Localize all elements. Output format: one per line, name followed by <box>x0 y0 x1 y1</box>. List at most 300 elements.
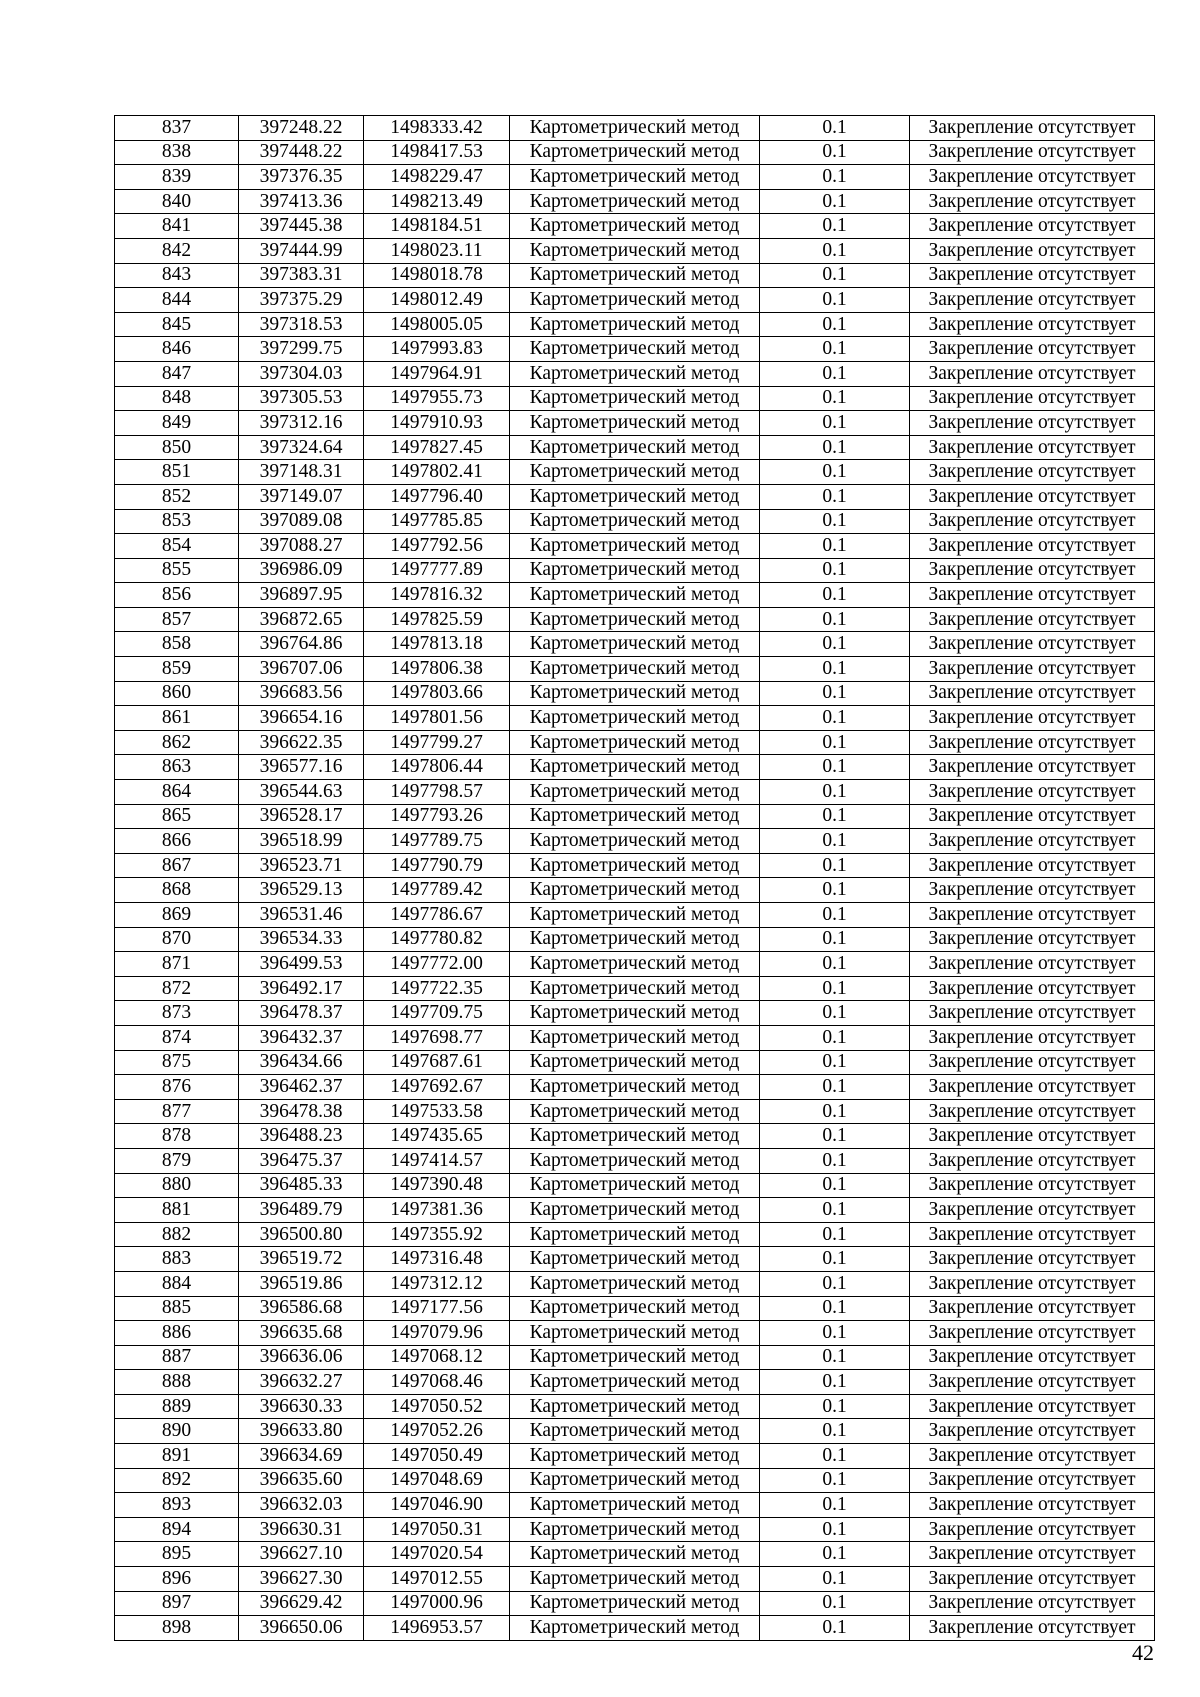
y-coordinate-cell: 1497698.77 <box>364 1025 510 1050</box>
x-coordinate-cell: 397304.03 <box>239 361 364 386</box>
table-row <box>115 1591 1155 1616</box>
fixing-cell: Закрепление отсутствует <box>910 288 1155 313</box>
table-row <box>115 1148 1155 1173</box>
method-cell: Картометрический метод <box>510 976 760 1001</box>
fixing-cell: Закрепление отсутствует <box>910 1419 1155 1444</box>
table-row <box>115 1394 1155 1419</box>
x-coordinate-cell: 396518.99 <box>239 829 364 854</box>
fixing-cell: Закрепление отсутствует <box>910 238 1155 263</box>
fixing-cell: Закрепление отсутствует <box>910 878 1155 903</box>
point-number-cell: 837 <box>115 116 239 141</box>
accuracy-cell: 0.1 <box>760 1517 910 1542</box>
table-row <box>115 878 1155 903</box>
x-coordinate-cell: 396650.06 <box>239 1616 364 1641</box>
point-number-cell: 860 <box>115 681 239 706</box>
x-coordinate-cell: 396654.16 <box>239 706 364 731</box>
y-coordinate-cell: 1497803.66 <box>364 681 510 706</box>
method-cell: Картометрический метод <box>510 460 760 485</box>
point-number-cell: 844 <box>115 288 239 313</box>
method-cell: Картометрический метод <box>510 927 760 952</box>
fixing-cell: Закрепление отсутствует <box>910 927 1155 952</box>
fixing-cell: Закрепление отсутствует <box>910 534 1155 559</box>
y-coordinate-cell: 1497020.54 <box>364 1542 510 1567</box>
x-coordinate-cell: 396707.06 <box>239 657 364 682</box>
point-number-cell: 839 <box>115 165 239 190</box>
method-cell: Картометрический метод <box>510 1370 760 1395</box>
y-coordinate-cell: 1497000.96 <box>364 1591 510 1616</box>
x-coordinate-cell: 397448.22 <box>239 140 364 165</box>
x-coordinate-cell: 396478.37 <box>239 1001 364 1026</box>
fixing-cell: Закрепление отсутствует <box>910 263 1155 288</box>
y-coordinate-cell: 1497068.12 <box>364 1345 510 1370</box>
table-row <box>115 165 1155 190</box>
method-cell: Картометрический метод <box>510 1419 760 1444</box>
y-coordinate-cell: 1497381.36 <box>364 1198 510 1223</box>
y-coordinate-cell: 1497806.38 <box>364 657 510 682</box>
y-coordinate-cell: 1497964.91 <box>364 361 510 386</box>
fixing-cell: Закрепление отсутствует <box>910 1394 1155 1419</box>
point-number-cell: 898 <box>115 1616 239 1641</box>
fixing-cell: Закрепление отсутствует <box>910 1222 1155 1247</box>
x-coordinate-cell: 396622.35 <box>239 730 364 755</box>
point-number-cell: 847 <box>115 361 239 386</box>
fixing-cell: Закрепление отсутствует <box>910 1444 1155 1469</box>
table-row <box>115 1517 1155 1542</box>
x-coordinate-cell: 396531.46 <box>239 903 364 928</box>
accuracy-cell: 0.1 <box>760 706 910 731</box>
accuracy-cell: 0.1 <box>760 1247 910 1272</box>
y-coordinate-cell: 1498005.05 <box>364 312 510 337</box>
x-coordinate-cell: 397445.38 <box>239 214 364 239</box>
y-coordinate-cell: 1497799.27 <box>364 730 510 755</box>
y-coordinate-cell: 1497806.44 <box>364 755 510 780</box>
fixing-cell: Закрепление отсутствует <box>910 435 1155 460</box>
table-row <box>115 976 1155 1001</box>
coordinates-table-body <box>115 116 1155 1641</box>
fixing-cell: Закрепление отсутствует <box>910 730 1155 755</box>
point-number-cell: 878 <box>115 1124 239 1149</box>
x-coordinate-cell: 396897.95 <box>239 583 364 608</box>
table-row <box>115 337 1155 362</box>
method-cell: Картометрический метод <box>510 878 760 903</box>
table-row <box>115 927 1155 952</box>
table-row <box>115 952 1155 977</box>
table-row <box>115 681 1155 706</box>
accuracy-cell: 0.1 <box>760 361 910 386</box>
table-row <box>115 1542 1155 1567</box>
accuracy-cell: 0.1 <box>760 140 910 165</box>
table-row <box>115 288 1155 313</box>
x-coordinate-cell: 396633.80 <box>239 1419 364 1444</box>
y-coordinate-cell: 1497780.82 <box>364 927 510 952</box>
x-coordinate-cell: 396519.86 <box>239 1271 364 1296</box>
accuracy-cell: 0.1 <box>760 165 910 190</box>
accuracy-cell: 0.1 <box>760 312 910 337</box>
table-row <box>115 1296 1155 1321</box>
y-coordinate-cell: 1497046.90 <box>364 1493 510 1518</box>
point-number-cell: 895 <box>115 1542 239 1567</box>
method-cell: Картометрический метод <box>510 706 760 731</box>
y-coordinate-cell: 1497052.26 <box>364 1419 510 1444</box>
x-coordinate-cell: 396529.13 <box>239 878 364 903</box>
table-row <box>115 607 1155 632</box>
y-coordinate-cell: 1497312.12 <box>364 1271 510 1296</box>
fixing-cell: Закрепление отсутствует <box>910 484 1155 509</box>
table-row <box>115 1025 1155 1050</box>
accuracy-cell: 0.1 <box>760 1394 910 1419</box>
point-number-cell: 890 <box>115 1419 239 1444</box>
point-number-cell: 867 <box>115 853 239 878</box>
y-coordinate-cell: 1497687.61 <box>364 1050 510 1075</box>
fixing-cell: Закрепление отсутствует <box>910 312 1155 337</box>
method-cell: Картометрический метод <box>510 1173 760 1198</box>
table-row <box>115 386 1155 411</box>
point-number-cell: 892 <box>115 1468 239 1493</box>
y-coordinate-cell: 1497316.48 <box>364 1247 510 1272</box>
accuracy-cell: 0.1 <box>760 1591 910 1616</box>
point-number-cell: 886 <box>115 1321 239 1346</box>
y-coordinate-cell: 1497435.65 <box>364 1124 510 1149</box>
method-cell: Картометрический метод <box>510 853 760 878</box>
y-coordinate-cell: 1497722.35 <box>364 976 510 1001</box>
table-row <box>115 1247 1155 1272</box>
method-cell: Картометрический метод <box>510 263 760 288</box>
fixing-cell: Закрепление отсутствует <box>910 411 1155 436</box>
method-cell: Картометрический метод <box>510 484 760 509</box>
y-coordinate-cell: 1497050.49 <box>364 1444 510 1469</box>
accuracy-cell: 0.1 <box>760 681 910 706</box>
method-cell: Картометрический метод <box>510 829 760 854</box>
fixing-cell: Закрепление отсутствует <box>910 1148 1155 1173</box>
method-cell: Картометрический метод <box>510 1345 760 1370</box>
fixing-cell: Закрепление отсутствует <box>910 1468 1155 1493</box>
y-coordinate-cell: 1497801.56 <box>364 706 510 731</box>
fixing-cell: Закрепление отсутствует <box>910 1616 1155 1641</box>
table-row <box>115 632 1155 657</box>
method-cell: Картометрический метод <box>510 509 760 534</box>
x-coordinate-cell: 396764.86 <box>239 632 364 657</box>
method-cell: Картометрический метод <box>510 730 760 755</box>
method-cell: Картометрический метод <box>510 288 760 313</box>
point-number-cell: 861 <box>115 706 239 731</box>
x-coordinate-cell: 396635.60 <box>239 1468 364 1493</box>
point-number-cell: 856 <box>115 583 239 608</box>
fixing-cell: Закрепление отсутствует <box>910 1517 1155 1542</box>
accuracy-cell: 0.1 <box>760 534 910 559</box>
y-coordinate-cell: 1498018.78 <box>364 263 510 288</box>
point-number-cell: 863 <box>115 755 239 780</box>
point-number-cell: 872 <box>115 976 239 1001</box>
table-row <box>115 706 1155 731</box>
table-row <box>115 214 1155 239</box>
method-cell: Картометрический метод <box>510 1321 760 1346</box>
x-coordinate-cell: 396632.27 <box>239 1370 364 1395</box>
point-number-cell: 854 <box>115 534 239 559</box>
y-coordinate-cell: 1497802.41 <box>364 460 510 485</box>
method-cell: Картометрический метод <box>510 1542 760 1567</box>
x-coordinate-cell: 396635.68 <box>239 1321 364 1346</box>
accuracy-cell: 0.1 <box>760 484 910 509</box>
table-row <box>115 829 1155 854</box>
fixing-cell: Закрепление отсутствует <box>910 829 1155 854</box>
table-row <box>115 657 1155 682</box>
point-number-cell: 883 <box>115 1247 239 1272</box>
accuracy-cell: 0.1 <box>760 657 910 682</box>
y-coordinate-cell: 1497793.26 <box>364 804 510 829</box>
accuracy-cell: 0.1 <box>760 263 910 288</box>
fixing-cell: Закрепление отсутствует <box>910 903 1155 928</box>
point-number-cell: 870 <box>115 927 239 952</box>
table-row <box>115 1468 1155 1493</box>
accuracy-cell: 0.1 <box>760 1468 910 1493</box>
x-coordinate-cell: 396489.79 <box>239 1198 364 1223</box>
accuracy-cell: 0.1 <box>760 1616 910 1641</box>
y-coordinate-cell: 1497789.42 <box>364 878 510 903</box>
method-cell: Картометрический метод <box>510 238 760 263</box>
x-coordinate-cell: 396432.37 <box>239 1025 364 1050</box>
accuracy-cell: 0.1 <box>760 730 910 755</box>
table-row <box>115 361 1155 386</box>
y-coordinate-cell: 1497177.56 <box>364 1296 510 1321</box>
table-row <box>115 312 1155 337</box>
method-cell: Картометрический метод <box>510 1591 760 1616</box>
method-cell: Картометрический метод <box>510 1444 760 1469</box>
x-coordinate-cell: 396627.30 <box>239 1567 364 1592</box>
point-number-cell: 840 <box>115 189 239 214</box>
accuracy-cell: 0.1 <box>760 1296 910 1321</box>
accuracy-cell: 0.1 <box>760 583 910 608</box>
point-number-cell: 887 <box>115 1345 239 1370</box>
table-row <box>115 1493 1155 1518</box>
accuracy-cell: 0.1 <box>760 1124 910 1149</box>
y-coordinate-cell: 1497792.56 <box>364 534 510 559</box>
y-coordinate-cell: 1497785.85 <box>364 509 510 534</box>
fixing-cell: Закрепление отсутствует <box>910 509 1155 534</box>
point-number-cell: 884 <box>115 1271 239 1296</box>
method-cell: Картометрический метод <box>510 411 760 436</box>
table-row <box>115 1370 1155 1395</box>
x-coordinate-cell: 397148.31 <box>239 460 364 485</box>
x-coordinate-cell: 396519.72 <box>239 1247 364 1272</box>
table-row <box>115 460 1155 485</box>
accuracy-cell: 0.1 <box>760 1050 910 1075</box>
x-coordinate-cell: 397413.36 <box>239 189 364 214</box>
x-coordinate-cell: 396534.33 <box>239 927 364 952</box>
method-cell: Картометрический метод <box>510 165 760 190</box>
fixing-cell: Закрепление отсутствует <box>910 976 1155 1001</box>
point-number-cell: 873 <box>115 1001 239 1026</box>
accuracy-cell: 0.1 <box>760 927 910 952</box>
point-number-cell: 851 <box>115 460 239 485</box>
fixing-cell: Закрепление отсутствует <box>910 755 1155 780</box>
y-coordinate-cell: 1498184.51 <box>364 214 510 239</box>
x-coordinate-cell: 397305.53 <box>239 386 364 411</box>
x-coordinate-cell: 397383.31 <box>239 263 364 288</box>
fixing-cell: Закрепление отсутствует <box>910 1099 1155 1124</box>
fixing-cell: Закрепление отсутствует <box>910 1198 1155 1223</box>
point-number-cell: 858 <box>115 632 239 657</box>
point-number-cell: 881 <box>115 1198 239 1223</box>
y-coordinate-cell: 1497050.31 <box>364 1517 510 1542</box>
method-cell: Картометрический метод <box>510 583 760 608</box>
y-coordinate-cell: 1497796.40 <box>364 484 510 509</box>
table-row <box>115 1321 1155 1346</box>
table-row <box>115 1198 1155 1223</box>
x-coordinate-cell: 397375.29 <box>239 288 364 313</box>
fixing-cell: Закрепление отсутствует <box>910 607 1155 632</box>
point-number-cell: 859 <box>115 657 239 682</box>
point-number-cell: 864 <box>115 780 239 805</box>
table-row <box>115 1419 1155 1444</box>
table-row <box>115 1173 1155 1198</box>
fixing-cell: Закрепление отсутствует <box>910 1493 1155 1518</box>
accuracy-cell: 0.1 <box>760 386 910 411</box>
accuracy-cell: 0.1 <box>760 878 910 903</box>
method-cell: Картометрический метод <box>510 1468 760 1493</box>
accuracy-cell: 0.1 <box>760 1173 910 1198</box>
y-coordinate-cell: 1497777.89 <box>364 558 510 583</box>
point-number-cell: 865 <box>115 804 239 829</box>
x-coordinate-cell: 396636.06 <box>239 1345 364 1370</box>
point-number-cell: 838 <box>115 140 239 165</box>
table-row <box>115 435 1155 460</box>
point-number-cell: 879 <box>115 1148 239 1173</box>
table-row <box>115 558 1155 583</box>
method-cell: Картометрический метод <box>510 607 760 632</box>
method-cell: Картометрический метод <box>510 1394 760 1419</box>
coordinates-table <box>114 115 1155 1641</box>
table-row <box>115 1050 1155 1075</box>
table-row <box>115 534 1155 559</box>
x-coordinate-cell: 396627.10 <box>239 1542 364 1567</box>
fixing-cell: Закрепление отсутствует <box>910 361 1155 386</box>
method-cell: Картометрический метод <box>510 804 760 829</box>
point-number-cell: 843 <box>115 263 239 288</box>
fixing-cell: Закрепление отсутствует <box>910 165 1155 190</box>
method-cell: Картометрический метод <box>510 632 760 657</box>
method-cell: Картометрический метод <box>510 1050 760 1075</box>
y-coordinate-cell: 1497012.55 <box>364 1567 510 1592</box>
fixing-cell: Закрепление отсутствует <box>910 780 1155 805</box>
method-cell: Картометрический метод <box>510 681 760 706</box>
x-coordinate-cell: 396629.42 <box>239 1591 364 1616</box>
fixing-cell: Закрепление отсутствует <box>910 1001 1155 1026</box>
accuracy-cell: 0.1 <box>760 1198 910 1223</box>
point-number-cell: 896 <box>115 1567 239 1592</box>
x-coordinate-cell: 396683.56 <box>239 681 364 706</box>
method-cell: Картометрический метод <box>510 755 760 780</box>
accuracy-cell: 0.1 <box>760 435 910 460</box>
method-cell: Картометрический метод <box>510 1124 760 1149</box>
fixing-cell: Закрепление отсутствует <box>910 952 1155 977</box>
x-coordinate-cell: 397299.75 <box>239 337 364 362</box>
method-cell: Картометрический метод <box>510 534 760 559</box>
y-coordinate-cell: 1497910.93 <box>364 411 510 436</box>
accuracy-cell: 0.1 <box>760 1271 910 1296</box>
method-cell: Картометрический метод <box>510 116 760 141</box>
y-coordinate-cell: 1497079.96 <box>364 1321 510 1346</box>
fixing-cell: Закрепление отсутствует <box>910 1345 1155 1370</box>
point-number-cell: 845 <box>115 312 239 337</box>
accuracy-cell: 0.1 <box>760 1001 910 1026</box>
point-number-cell: 871 <box>115 952 239 977</box>
fixing-cell: Закрепление отсутствует <box>910 214 1155 239</box>
fixing-cell: Закрепление отсутствует <box>910 681 1155 706</box>
fixing-cell: Закрепление отсутствует <box>910 116 1155 141</box>
table-row <box>115 583 1155 608</box>
fixing-cell: Закрепление отсутствует <box>910 1591 1155 1616</box>
y-coordinate-cell: 1496953.57 <box>364 1616 510 1641</box>
fixing-cell: Закрепление отсутствует <box>910 583 1155 608</box>
y-coordinate-cell: 1497993.83 <box>364 337 510 362</box>
table-row <box>115 804 1155 829</box>
method-cell: Картометрический метод <box>510 1001 760 1026</box>
x-coordinate-cell: 396586.68 <box>239 1296 364 1321</box>
point-number-cell: 888 <box>115 1370 239 1395</box>
y-coordinate-cell: 1497816.32 <box>364 583 510 608</box>
x-coordinate-cell: 396544.63 <box>239 780 364 805</box>
fixing-cell: Закрепление отсутствует <box>910 1247 1155 1272</box>
point-number-cell: 875 <box>115 1050 239 1075</box>
method-cell: Картометрический метод <box>510 140 760 165</box>
fixing-cell: Закрепление отсутствует <box>910 1296 1155 1321</box>
table-row <box>115 1124 1155 1149</box>
method-cell: Картометрический метод <box>510 189 760 214</box>
y-coordinate-cell: 1497414.57 <box>364 1148 510 1173</box>
accuracy-cell: 0.1 <box>760 853 910 878</box>
accuracy-cell: 0.1 <box>760 1542 910 1567</box>
y-coordinate-cell: 1497955.73 <box>364 386 510 411</box>
accuracy-cell: 0.1 <box>760 632 910 657</box>
table-row <box>115 780 1155 805</box>
x-coordinate-cell: 396523.71 <box>239 853 364 878</box>
x-coordinate-cell: 396434.66 <box>239 1050 364 1075</box>
method-cell: Картометрический метод <box>510 312 760 337</box>
point-number-cell: 893 <box>115 1493 239 1518</box>
fixing-cell: Закрепление отсутствует <box>910 386 1155 411</box>
y-coordinate-cell: 1497050.52 <box>364 1394 510 1419</box>
fixing-cell: Закрепление отсутствует <box>910 1370 1155 1395</box>
accuracy-cell: 0.1 <box>760 1493 910 1518</box>
fixing-cell: Закрепление отсутствует <box>910 657 1155 682</box>
x-coordinate-cell: 397318.53 <box>239 312 364 337</box>
point-number-cell: 889 <box>115 1394 239 1419</box>
accuracy-cell: 0.1 <box>760 1370 910 1395</box>
x-coordinate-cell: 397376.35 <box>239 165 364 190</box>
y-coordinate-cell: 1498417.53 <box>364 140 510 165</box>
y-coordinate-cell: 1498023.11 <box>364 238 510 263</box>
accuracy-cell: 0.1 <box>760 1222 910 1247</box>
table-row <box>115 238 1155 263</box>
accuracy-cell: 0.1 <box>760 1321 910 1346</box>
accuracy-cell: 0.1 <box>760 1567 910 1592</box>
accuracy-cell: 0.1 <box>760 214 910 239</box>
x-coordinate-cell: 396630.33 <box>239 1394 364 1419</box>
x-coordinate-cell: 396478.38 <box>239 1099 364 1124</box>
table-row <box>115 484 1155 509</box>
y-coordinate-cell: 1497813.18 <box>364 632 510 657</box>
fixing-cell: Закрепление отсутствует <box>910 1542 1155 1567</box>
method-cell: Картометрический метод <box>510 1099 760 1124</box>
y-coordinate-cell: 1497709.75 <box>364 1001 510 1026</box>
table-row <box>115 1567 1155 1592</box>
y-coordinate-cell: 1498229.47 <box>364 165 510 190</box>
accuracy-cell: 0.1 <box>760 1419 910 1444</box>
fixing-cell: Закрепление отсутствует <box>910 1075 1155 1100</box>
fixing-cell: Закрепление отсутствует <box>910 706 1155 731</box>
fixing-cell: Закрепление отсутствует <box>910 1271 1155 1296</box>
y-coordinate-cell: 1497772.00 <box>364 952 510 977</box>
